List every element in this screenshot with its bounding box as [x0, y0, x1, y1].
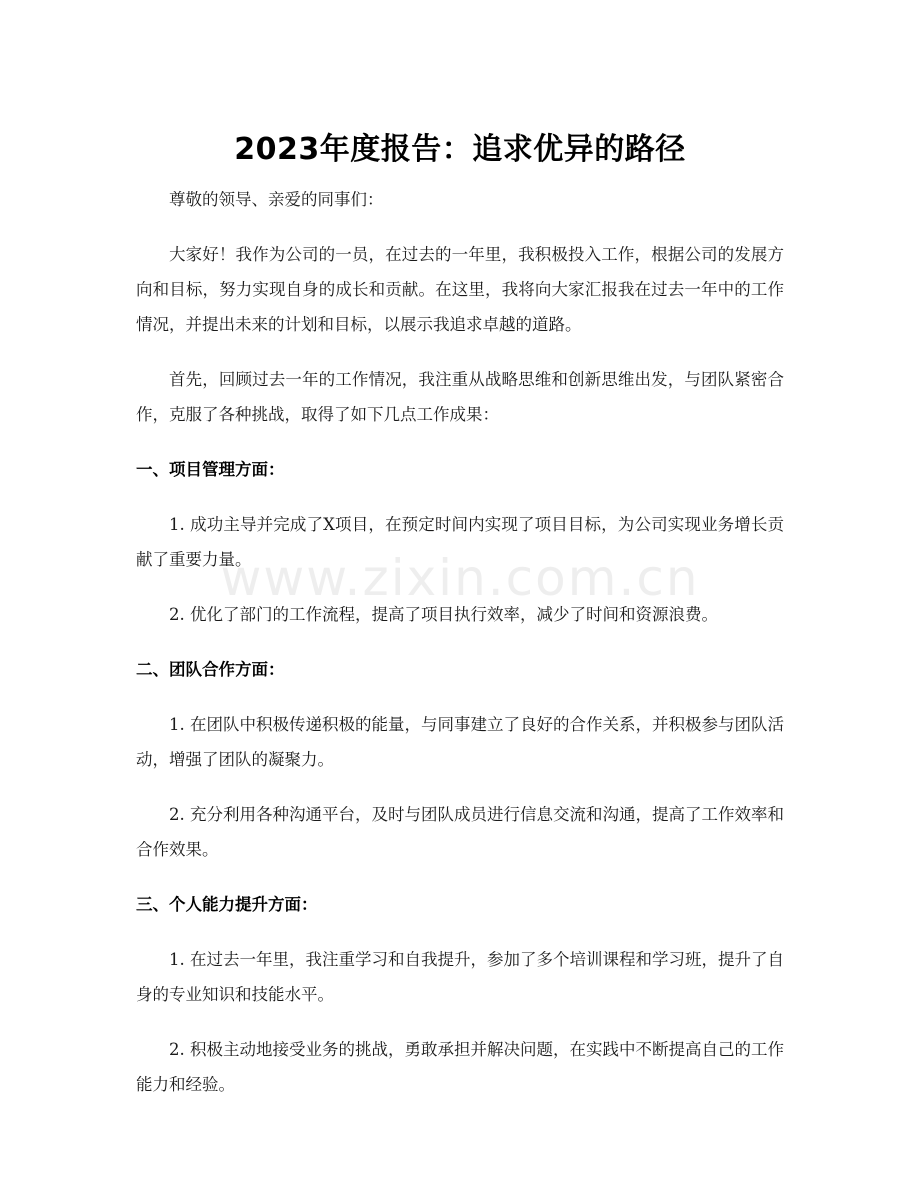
section-heading: 一、项目管理方面： [136, 460, 285, 479]
greeting: 尊敬的领导、亲爱的同事们： [169, 190, 384, 209]
list-item: 1. 在团队中积极传递积极的能量，与同事建立了良好的合作关系，并积极参与团队活动，增强了团队的凝聚力。 [136, 715, 784, 769]
list-item: 2. 优化了部门的工作流程，提高了项目执行效率，减少了时间和资源浪费。 [169, 605, 718, 624]
list-item: 1. 成功主导并完成了X项目，在预定时间内实现了项目目标，为公司实现业务增长贡献了重要力量。 [136, 515, 784, 569]
list-item: 2. 积极主动地接受业务的挑战，勇敢承担并解决问题，在实践中不断提高自己的工作能力和经验。 [136, 1040, 784, 1094]
section-heading: 二、团队合作方面： [136, 660, 285, 679]
list-item: 2. 充分利用各种沟通平台，及时与团队成员进行信息交流和沟通，提高了工作效率和合作效果。 [136, 805, 784, 859]
intro-paragraph: 首先，回顾过去一年的工作情况，我注重从战略思维和创新思维出发，与团队紧密合作，克服了各种挑战，取得了如下几点工作成果： [136, 370, 784, 424]
section-heading: 三、个人能力提升方面： [136, 895, 318, 914]
intro-paragraph: 大家好！我作为公司的一员，在过去的一年里，我积极投入工作，根据公司的发展方向和目标，努力实现自身的成长和贡献。在这里，我将向大家汇报我在过去一年中的工作情况，并提出未来的计划和目标，以展示我追求卓越的道路。 [136, 245, 784, 334]
document-body [136, 182, 784, 1122]
watermark: www.zixin.com.cn [220, 549, 700, 607]
document-title: 2023年度报告：追求优异的路径 [234, 132, 686, 168]
list-item: 1. 在过去一年里，我注重学习和自我提升，参加了多个培训课程和学习班，提升了自身的专业知识和技能水平。 [136, 950, 784, 1004]
